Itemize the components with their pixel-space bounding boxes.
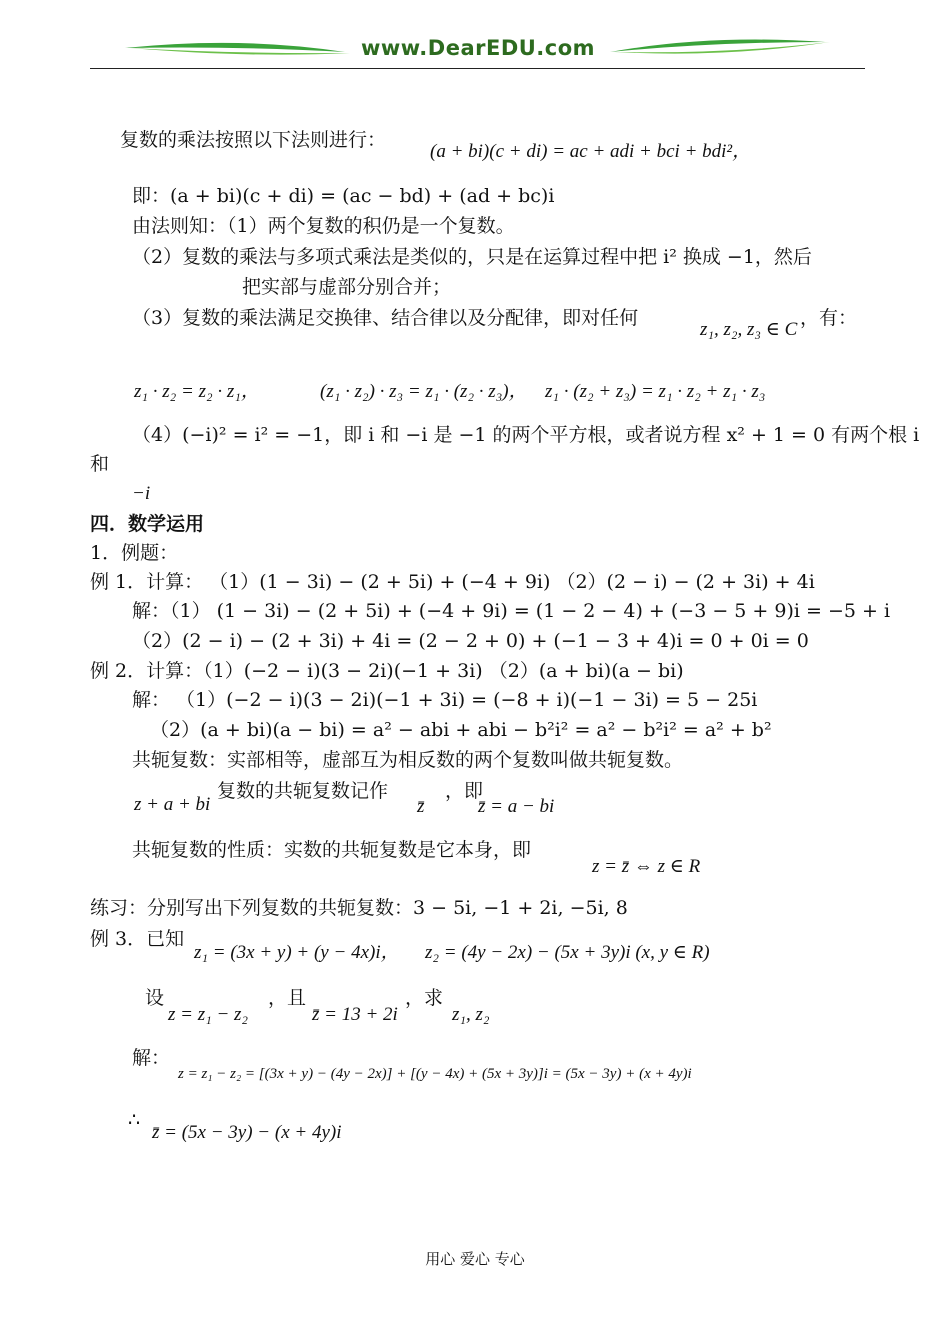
example-3-unknowns: z₁, z₂ bbox=[452, 1004, 490, 1025]
page-header bbox=[90, 28, 865, 76]
example-2: 例 2．计算：（1）(−2 − i)(3 − 2i)(−1 + 3i) （2）(a + bi)(a − bi) bbox=[90, 660, 684, 682]
property-2-continued: 把实部与虚部分别合并； bbox=[242, 276, 452, 298]
property-4-root: −i bbox=[132, 483, 151, 504]
example-2-solution-1: 解： （1）(−2 − i)(3 − 2i)(−1 + 3i) = (−8 + i)(−1 − 3i) = 5 − 25i bbox=[132, 689, 758, 711]
example-3-let: 设 bbox=[145, 987, 165, 1009]
page-footer: 用心 爱心 专心 bbox=[425, 1250, 525, 1268]
property-3: （3）复数的乘法满足交换律、结合律以及分配律，即对任何 bbox=[132, 307, 639, 329]
conjugate-definition: 共轭复数：实部相等，虚部互为相反数的两个复数叫做共轭复数。 bbox=[132, 749, 684, 771]
conjugate-property: 共轭复数的性质：实数的共轭复数是它本身，即 bbox=[132, 839, 532, 861]
property-1: 由法则知：（1）两个复数的积仍是一个复数。 bbox=[132, 215, 515, 237]
example-1-solution-1: 解：（1） (1 − 3i) − (2 + 5i) + (−4 + 9i) = (1 − 2 − 4) + (−3 − 5 + 9)i = −5 + i bbox=[132, 600, 891, 622]
conjugate-expression: z + a + bi bbox=[134, 794, 211, 815]
example-3-solution: z = z₁ − z₂ = [(3x + y) − (4y − 2x)] + [(y − 4x) + (5x + 3y)]i = (5x − 3y) + (x + 4y)i bbox=[178, 1066, 692, 1082]
distributive-law: z₁ · (z₂ + z₃) = z₁ · z₂ + z₁ · z₃ bbox=[545, 381, 766, 402]
example-1-solution-2: （2）(2 − i) − (2 + 3i) + 4i = (2 − 2 + 0) + (−1 − 3 + 4)i = 0 + 0i = 0 bbox=[132, 630, 809, 652]
conjugate-symbol: z̄ bbox=[417, 796, 425, 817]
conjugate-notation: 复数的共轭复数记作 bbox=[217, 780, 389, 802]
conjugate-formula: z̄ = a − bi bbox=[478, 796, 555, 817]
site-url: www.DearEDU.com bbox=[360, 36, 596, 60]
example-1: 例 1．计算： （1）(1 − 3i) − (2 + 5i) + (−4 + 9i) （2）(2 − i) − (2 + 3i) + 4i bbox=[90, 571, 815, 593]
example-3-find: ，求 bbox=[405, 987, 444, 1009]
conjugate-property-formula: z = z̄ ⇔ z ∈ R bbox=[592, 856, 701, 877]
example-3-conjugate: z̄ = 13 + 2i bbox=[312, 1004, 398, 1025]
example-3-solution-label: 解： bbox=[132, 1047, 171, 1069]
example-3-and: ，且 bbox=[268, 987, 307, 1009]
section-heading: 四．数学运用 bbox=[90, 513, 205, 535]
property-3-suffix: ，有： bbox=[800, 307, 858, 329]
example-3-z1: z₁ = (3x + y) + (y − 4x)i， bbox=[194, 942, 400, 963]
example-3-z-def: z = z₁ − z₂ bbox=[168, 1004, 249, 1025]
conjugate-that-is: ，即 bbox=[445, 780, 484, 802]
exercise: 练习：分别写出下列复数的共轭复数：3 − 5i, −1 + 2i, −5i, 8 bbox=[90, 897, 628, 919]
example-3-result: z̄ = (5x − 3y) − (x + 4y)i bbox=[152, 1122, 342, 1143]
example-2-solution-2: （2）(a + bi)(a − bi) = a² − abi + abi − b²i² = a² − b²i² = a² + b² bbox=[150, 719, 772, 741]
header-rule bbox=[90, 68, 865, 69]
property-2: （2）复数的乘法与多项式乘法是类似的，只是在运算过程中把 i² 换成 −1，然后 bbox=[132, 246, 812, 268]
example-3: 例 3．已知 bbox=[90, 928, 185, 950]
property-4-continued: 和 bbox=[90, 453, 110, 475]
property-4: （4）(−i)² = i² = −1，即 i 和 −i 是 −1 的两个平方根，或者说方程 x² + 1 = 0 有两个根 i bbox=[132, 424, 920, 446]
associative-law: (z₁ · z₂) · z₃ = z₁ · (z₂ · z₃)， bbox=[320, 381, 528, 402]
property-3-set: z₁, z₂, z₃ ∈ C bbox=[700, 319, 798, 340]
example-3-z2: z₂ = (4y − 2x) − (5x + 3y)i (x, y ∈ R) bbox=[425, 942, 710, 963]
multiplication-rule-formula: (a + bi)(c + di) = ac + adi + bci + bdi²， bbox=[430, 141, 752, 162]
multiplication-expanded: 即：(a + bi)(c + di) = (ac − bd) + (ad + bc)i bbox=[132, 185, 555, 207]
therefore-symbol: ∴ bbox=[128, 1109, 141, 1131]
commutative-law: z₁ · z₂ = z₂ · z₁， bbox=[134, 381, 260, 402]
multiplication-rule-intro: 复数的乘法按照以下法则进行： bbox=[120, 129, 387, 151]
examples-label: 1．例题： bbox=[90, 542, 179, 564]
